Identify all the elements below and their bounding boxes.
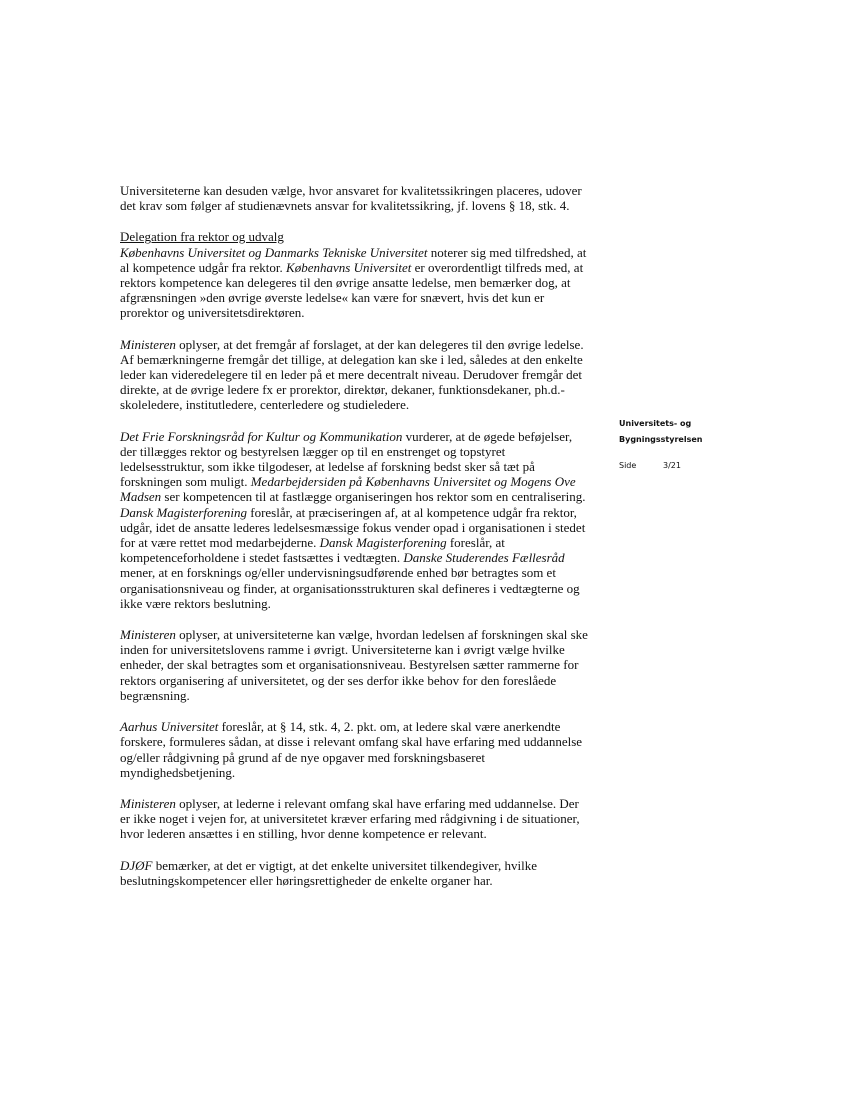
organization-name: Dansk Magisterforening <box>120 504 247 520</box>
page-label: Side <box>619 461 637 470</box>
organization-name: Medarbejdersiden på Københavns Universitet og Mogens Ove Madsen <box>120 474 576 505</box>
paragraph: Ministeren oplyser, at det fremgår af forslaget, at der kan delegeres til den øvrige ledelse. Af bemærkningerne fremgår det tillige, at delegation kan ske i led, således at den enkelte leder kan videredelegere til en leder på et mere decentralt niveau. Derudover fremgår det direkte, at de øvrige ledere fx er prorektor, direktør, dekaner, funktionsdekaner, ph.d.-skoleledere, institutledere, centerledere og studieledere. <box>120 336 584 413</box>
organization-name: Ministeren <box>120 336 176 352</box>
org-name-line1: Universitets- og <box>619 419 692 428</box>
organization-name: Københavns Universitet <box>286 259 412 275</box>
paragraph: Ministeren oplyser, at universiteterne kan vælge, hvordan ledelsen af forskningen skal ske inden for universitetslovens ramme i øvrigt. Universiteterne kan i øvrigt vælge hvilke enheder, der skal betragtes som et organisationsniveau. Bestyrelsen sætter rammerne for rektors organisering af universitetet, og der ses derfor ikke behov for den foreslåede begrænsning. <box>120 627 588 703</box>
organization-name: Dansk Magisterforening <box>319 535 447 551</box>
paragraph: Universiteterne kan desuden vælge, hvor ansvaret for kvalitetssikringen placeres, udover det krav som følger af studienævnets ansvar for kvalitetssikring, jf. lovens § 18, stk. 4. <box>120 183 582 214</box>
paragraph: Ministeren oplyser, at lederne i relevant omfang skal have erfaring med uddannelse. Der er ikke noget i vejen for, at universitetet kræver erfaring med rådgivning i de situationer, hvor lederen ansættes i en stilling, hvor denne kompetence er relevant. <box>120 795 580 842</box>
organization-name: Aarhus Universitet <box>120 719 219 735</box>
paragraph: Delegation fra rektor og udvalg Københavns Universitet og Danmarks Tekniske Universitet noterer sig med tilfredshed, at al kompetence udgår fra rektor. Københavns Universitet er overordentligt tilfreds med, at rektors kompetence kan delegeres til den øvrige ansatte ledelse, men bemærker dog, at afgrænsningen »den øvrige øverste ledelse« kan være for snævert, hvis det kun er prorektor og universitetsdirektøren. <box>120 229 590 320</box>
organization-name: DJØF <box>120 857 153 873</box>
organization-name: Ministeren <box>120 795 176 811</box>
org-name-line2: Bygningsstyrelsen <box>619 434 703 444</box>
page-indicator <box>619 461 729 470</box>
organization-name: Københavns Universitet og Danmarks Tekniske Universitet <box>120 244 428 260</box>
paragraph: Aarhus Universitet foreslår, at § 14, stk. 4, 2. pkt. om, at ledere skal være anerkendte forskere, formuleres sådan, at disse i relevant omfang skal have erfaring med uddannelse og/eller rådgivning på grund af de nye opgaver med forskningsbaseret myndighedsbetjening. <box>120 719 583 780</box>
sidebar-info <box>619 416 729 470</box>
document-body <box>120 183 590 904</box>
page-number: 3/21 <box>663 461 681 470</box>
organization-name: Danske Studerendes Fællesråd <box>403 550 565 566</box>
section-heading: Delegation fra rektor og udvalg <box>120 229 284 245</box>
organization-name: Ministeren <box>120 627 176 643</box>
paragraph: DJØF bemærker, at det er vigtigt, at det enkelte universitet tilkendegiver, hvilke beslutningskompetencer eller høringsrettigheder de enkelte organer har. <box>120 857 538 888</box>
organization-name: Det Frie Forskningsråd for Kultur og Kommunikation <box>120 428 403 444</box>
paragraph: Det Frie Forskningsråd for Kultur og Kommunikation vurderer, at de øgede beføjelser, der tillægges rektor og bestyrelsen lægger op til en enstrenget og topstyret ledelsesstruktur, som ikke tilgodeser, at ledelse af forskning bedst sker så tæt på forskningen som muligt. Medarbejdersiden på Københavns Universitet og Mogens Ove Madsen ser kompetencen til at fastlægge organiseringen hos rektor som en centralisering. Dansk Magisterforening foreslår, at præciseringen af, at al kompetence udgår fra rektor, udgår, idet de ansatte lederes ledelsesmæssige fokus vender opad i organisationen i stedet for at være rettet mod medarbejderne. Dansk Magisterforening foreslår, at kompetenceforholdene i stedet fastsættes i vedtægten. Danske Studerendes Fællesråd mener, at en forsknings og/eller undervisningsudførende enhed bør betragtes som et organisationsniveau og finder, at organisationsstrukturen skal defineres i vedtægterne og ikke være rektors beslutning. <box>120 428 586 611</box>
